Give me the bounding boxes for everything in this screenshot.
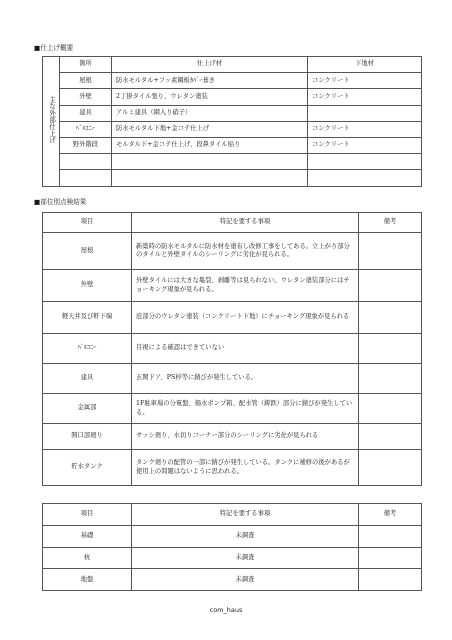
table-row xyxy=(43,121,422,137)
cell-notes: 未調査 xyxy=(132,525,359,547)
cell-notes: 庇部分のウレタン塗装（コンクリート下地）にチョーキング現象が見られる xyxy=(132,302,359,334)
header-remarks: 備考 xyxy=(359,504,422,526)
cell-notes: サッシ廻り、水切りコーナー部分のシーリングに劣化が見られる xyxy=(132,424,359,450)
cell-location: 野外階段 xyxy=(60,137,112,153)
cell-notes: 玄関ドア、PS枠等に錆びが発生している。 xyxy=(132,364,359,394)
cell-notes: 未調査 xyxy=(132,547,359,569)
cell-remarks xyxy=(359,334,422,364)
cell-item: 軽天井及び軒下端 xyxy=(43,302,132,334)
cell-remarks xyxy=(359,424,422,450)
side-label: 主な外部仕上げ xyxy=(47,95,56,144)
cell-location: 屋根 xyxy=(60,73,112,89)
cell-remarks xyxy=(359,569,422,591)
table-row xyxy=(43,525,422,547)
table-header-row xyxy=(43,57,422,73)
cell-location: 外壁 xyxy=(60,89,112,105)
cell-item: 金属部 xyxy=(43,394,132,424)
header-base-material: 下地材 xyxy=(308,57,422,73)
table-row xyxy=(43,233,422,270)
side-label-cell xyxy=(43,57,60,187)
header-finish-material: 仕上げ材 xyxy=(112,57,308,73)
inspection-results-table xyxy=(42,212,422,486)
cell-item: 開口部廻り xyxy=(43,424,132,450)
section-title-finish-overview: ■仕上げ概要 xyxy=(34,44,74,52)
table-row xyxy=(43,424,422,450)
cell-notes: タンク廻りの配管の一部に錆びが発生している。タンクに補修の後があるが使用上の問題はないように思われる。 xyxy=(132,450,359,486)
header-notes: 特記を要する事項 xyxy=(132,504,359,526)
cell-remarks xyxy=(359,233,422,270)
cell-item: 基礎 xyxy=(43,525,132,547)
cell-base: コンクリート xyxy=(308,89,422,105)
table-header-row xyxy=(43,504,422,526)
cell-finish xyxy=(112,154,308,170)
cell-finish: 防水モルタル下地+金コテ仕上げ xyxy=(112,121,308,137)
cell-item: 外壁 xyxy=(43,270,132,302)
table-row xyxy=(43,270,422,302)
cell-item: 地盤 xyxy=(43,569,132,591)
header-item: 項目 xyxy=(43,213,132,233)
table-row xyxy=(43,154,422,170)
cell-remarks xyxy=(359,394,422,424)
header-notes: 特記を要する事項 xyxy=(132,213,359,233)
cell-item: 貯水タンク xyxy=(43,450,132,486)
cell-base: コンクリート xyxy=(308,73,422,89)
table-row xyxy=(43,547,422,569)
cell-notes: 外壁タイルには大きな亀裂、剥離等は見られない。ウレタン塗装部分にはチョーキング現象が見られる。 xyxy=(132,270,359,302)
cell-finish: モルタル下+金コテ仕上げ、段鼻タイル貼り xyxy=(112,137,308,153)
table-row xyxy=(43,394,422,424)
table-row xyxy=(43,334,422,364)
table-header-row xyxy=(43,213,422,233)
table-row xyxy=(43,450,422,486)
cell-notes: 目視による確認はできていない xyxy=(132,334,359,364)
foundation-table xyxy=(42,503,422,591)
cell-remarks xyxy=(359,525,422,547)
cell-location xyxy=(60,170,112,186)
cell-base: コンクリート xyxy=(308,137,422,153)
table-row xyxy=(43,170,422,186)
cell-remarks xyxy=(359,450,422,486)
cell-remarks xyxy=(359,364,422,394)
section-title-inspection-results: ■部位別点検結果 xyxy=(34,198,87,206)
cell-finish: 防水モルタル+フッ素鋼板ｶﾊﾞｰ葺き xyxy=(112,73,308,89)
cell-finish: アルミ建具（網入り硝子） xyxy=(112,105,308,121)
cell-finish xyxy=(112,170,308,186)
cell-base xyxy=(308,154,422,170)
table-row xyxy=(43,364,422,394)
table-row xyxy=(43,569,422,591)
header-item: 項目 xyxy=(43,504,132,526)
finish-overview-table xyxy=(42,56,422,187)
cell-remarks xyxy=(359,547,422,569)
cell-location xyxy=(60,154,112,170)
cell-notes: 1F駐車場の分電盤、揚水ポンプ箱、配水管（鋳鉄）部分に錆びが発生している。 xyxy=(132,394,359,424)
cell-item: 杭 xyxy=(43,547,132,569)
cell-remarks xyxy=(359,302,422,334)
header-remarks: 備考 xyxy=(359,213,422,233)
cell-item: 建具 xyxy=(43,364,132,394)
footer-brand: com_haus xyxy=(209,606,243,614)
cell-remarks xyxy=(359,270,422,302)
cell-base xyxy=(308,170,422,186)
cell-finish: 2丁掛タイル張り、ウレタン塗装 xyxy=(112,89,308,105)
cell-notes: 新築時の防水モルタルに防水材を塗布し改修工事をしてある。立上がり部分のタイルと外壁タイルのシーリングに劣化が見られる。 xyxy=(132,233,359,270)
table-row xyxy=(43,89,422,105)
cell-notes: 未調査 xyxy=(132,569,359,591)
header-location: 箇所 xyxy=(60,57,112,73)
cell-location: 建具 xyxy=(60,105,112,121)
table-row xyxy=(43,105,422,121)
table-row xyxy=(43,73,422,89)
cell-location: ﾍﾞﾙｺﾆｰ xyxy=(60,121,112,137)
cell-item: ﾊﾞﾙｺﾆｰ xyxy=(43,334,132,364)
cell-base: コンクリート xyxy=(308,121,422,137)
table-row xyxy=(43,302,422,334)
cell-base xyxy=(308,105,422,121)
cell-item: 屋根 xyxy=(43,233,132,270)
table-row xyxy=(43,137,422,153)
